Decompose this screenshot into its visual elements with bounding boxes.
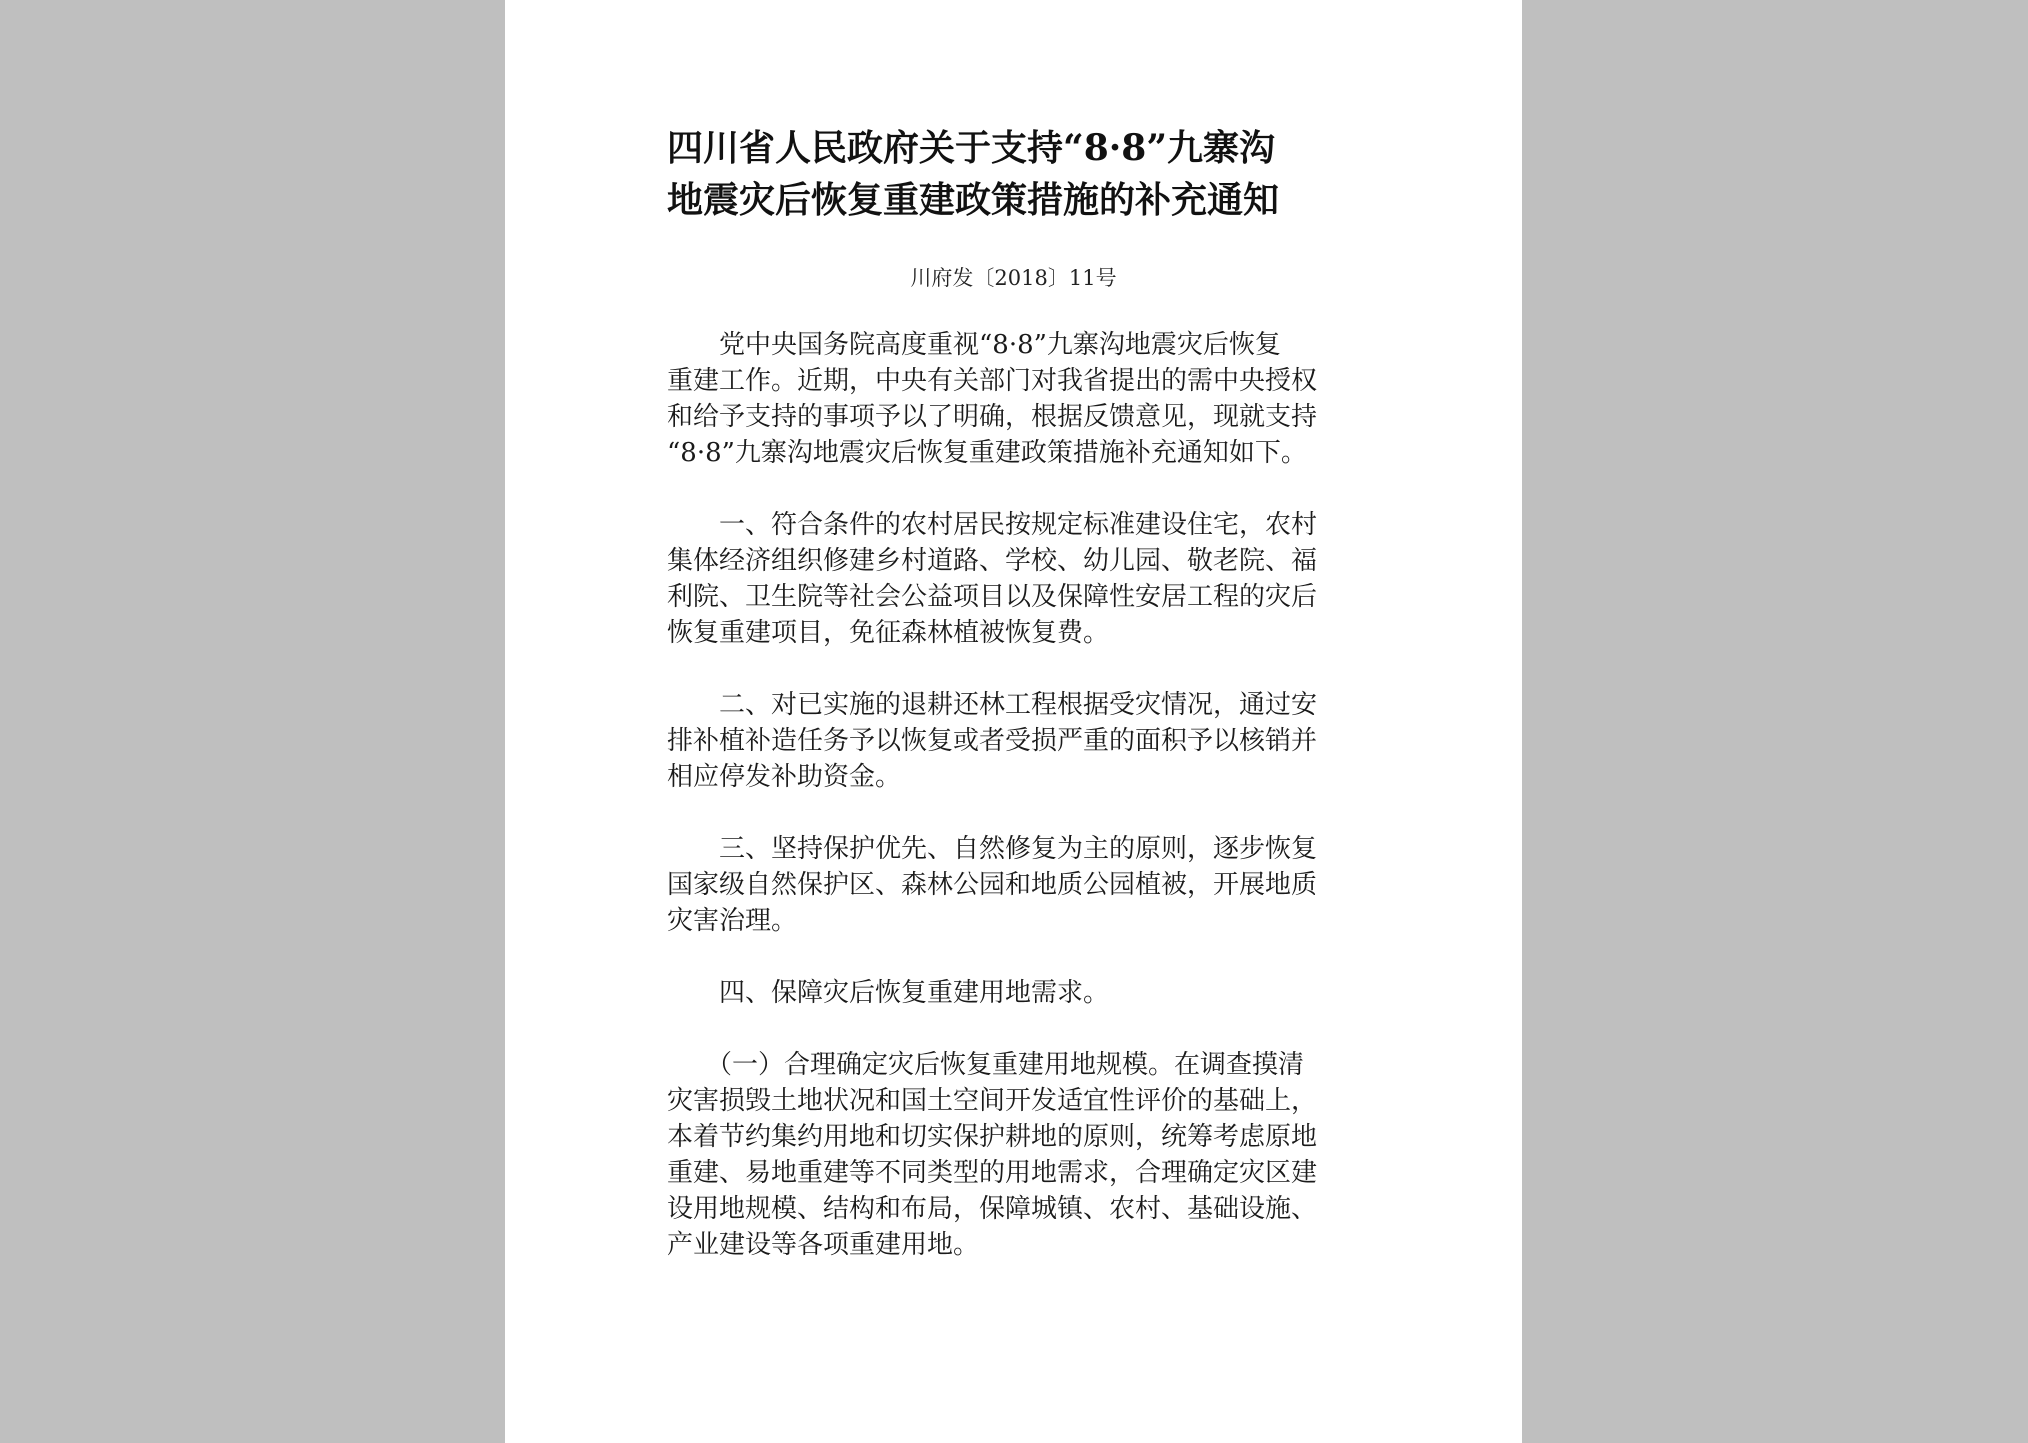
paragraph-line: 灾害治理。 <box>667 906 798 936</box>
paragraph <box>667 975 1387 1011</box>
document-page <box>505 0 1522 1443</box>
paragraph <box>667 687 1387 795</box>
paragraph <box>667 831 1387 939</box>
paragraph <box>667 507 1387 651</box>
paragraph-line: 和给予支持的事项予以了明确，根据反馈意见，现就支持 <box>667 402 1318 432</box>
paragraph <box>667 327 1387 471</box>
paragraph-line: 本着节约集约用地和切实保护耕地的原则，统筹考虑原地 <box>667 1122 1318 1152</box>
paragraph-line: 二、对已实施的退耕还林工程根据受灾情况，通过安 <box>667 690 1318 720</box>
paragraph-line: 利院、卫生院等社会公益项目以及保障性安居工程的灾后 <box>667 582 1318 612</box>
paragraph-line: 相应停发补助资金。 <box>667 762 902 792</box>
paragraph-line: 恢复重建项目，免征森林植被恢复费。 <box>667 618 1110 648</box>
paragraph-line: 产业建设等各项重建用地。 <box>667 1230 980 1260</box>
paragraph-line: 党中央国务院高度重视“8·8”九寨沟地震灾后恢复 <box>667 330 1281 360</box>
paragraph-line: 集体经济组织修建乡村道路、学校、幼儿园、敬老院、福 <box>667 546 1318 576</box>
title-line: 四川省人民政府关于支持“8·8”九寨沟 <box>667 127 1276 169</box>
document-body <box>667 327 1387 1299</box>
title-line: 地震灾后恢复重建政策措施的补充通知 <box>667 179 1280 221</box>
paragraph-line: 设用地规模、结构和布局，保障城镇、农村、基础设施、 <box>667 1194 1318 1224</box>
paragraph <box>667 1047 1387 1263</box>
paragraph-line: 重建、易地重建等不同类型的用地需求，合理确定灾区建 <box>667 1158 1318 1188</box>
paragraph-line: （一）合理确定灾后恢复重建用地规模。在调查摸清 <box>667 1050 1305 1080</box>
paragraph-line: “8·8”九寨沟地震灾后恢复重建政策措施补充通知如下。 <box>667 438 1307 468</box>
paragraph-line: 一、符合条件的农村居民按规定标准建设住宅，农村 <box>667 510 1318 540</box>
paragraph-line: 灾害损毁土地状况和国土空间开发适宜性评价的基础上， <box>667 1086 1318 1116</box>
paragraph-line: 重建工作。近期，中央有关部门对我省提出的需中央授权 <box>667 366 1318 396</box>
paragraph-line: 国家级自然保护区、森林公园和地质公园植被，开展地质 <box>667 870 1318 900</box>
paragraph-line: 排补植补造任务予以恢复或者受损严重的面积予以核销并 <box>667 726 1318 756</box>
paragraph-line: 三、坚持保护优先、自然修复为主的原则，逐步恢复 <box>667 834 1318 864</box>
paragraph-line: 四、保障灾后恢复重建用地需求。 <box>667 978 1110 1008</box>
document-title <box>667 122 1387 226</box>
document-number: 川府发〔2018〕11号 <box>910 266 1117 290</box>
